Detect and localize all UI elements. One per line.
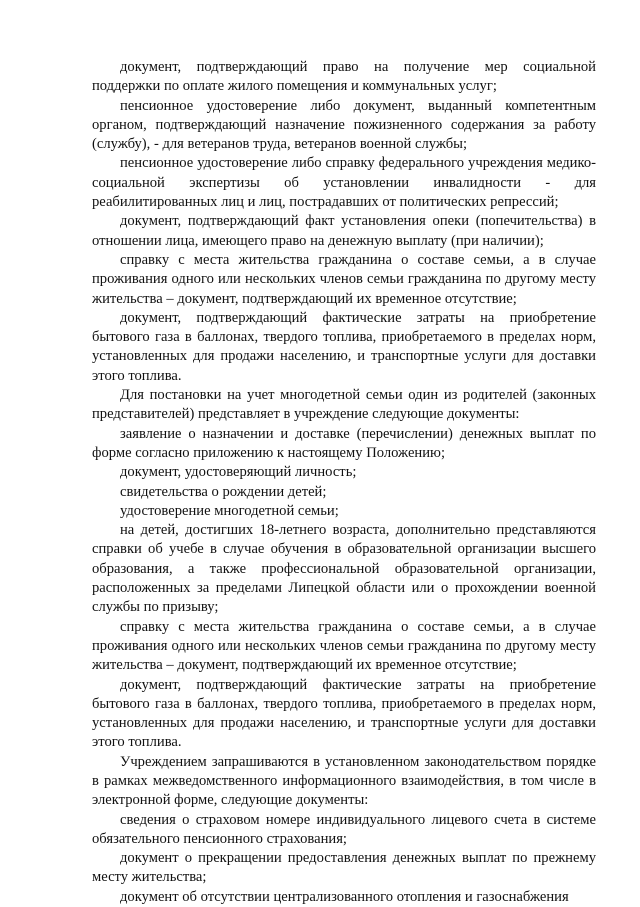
- paragraph: пенсионное удостоверение либо документ, выданный компетентным органом, подтверждающий назначение пожизненного содержания за работу (службу), - для ветеранов труда, ветеранов военной службы;: [92, 97, 596, 153]
- paragraph: документ, подтверждающий фактические затраты на приобретение бытового газа в баллонах, твердого топлива, приобретаемого в пределах норм, установленных для продажи населению, и транспортные услуги для доставки этого топлива.: [92, 309, 596, 384]
- paragraph: сведения о страховом номере индивидуального лицевого счета в системе обязательного пенсионного страхования;: [92, 811, 596, 847]
- paragraph: заявление о назначении и доставке (перечислении) денежных выплат по форме согласно приложению к настоящему Положению;: [92, 425, 596, 461]
- paragraph: Учреждением запрашиваются в установленном законодательством порядке в рамках межведомственного информационного взаимодействия, в том числе в электронной форме, следующие документы:: [92, 753, 596, 809]
- paragraph: документ о прекращении предоставления денежных выплат по прежнему месту жительства;: [92, 850, 596, 886]
- paragraph: на детей, достигших 18-летнего возраста, дополнительно представляются справки об учебе в случае обучения в образовательной организации высшего образования, а также профессиональной образовательной организации, расположенных за пределами Липецкой области или о прохождении военной службы по призыву;: [92, 522, 596, 616]
- paragraph: документ, подтверждающий право на получение мер социальной поддержки по оплате жилого помещения и коммунальных услуг;: [92, 59, 596, 95]
- paragraph: документ, подтверждающий фактические затраты на приобретение бытового газа в баллонах, твердого топлива, приобретаемого в пределах норм, установленных для продажи населению, и транспортные услуги для доставки этого топлива.: [92, 676, 596, 751]
- paragraph: свидетельства о рождении детей;: [120, 483, 327, 500]
- paragraph: документ, удостоверяющий личность;: [120, 464, 357, 481]
- paragraph: документ, подтверждающий факт установления опеки (попечительства) в отношении лица, имеющего право на денежную выплату (при наличии);: [92, 213, 596, 249]
- paragraph: удостоверение многодетной семьи;: [120, 502, 339, 519]
- paragraph: Для постановки на учет многодетной семьи один из родителей (законных представителей) представляет в учреждение следующие документы:: [92, 387, 596, 423]
- paragraph: пенсионное удостоверение либо справку федерального учреждения медико-социальной экспертизы об установлении инвалидности - для реабилитированных лиц и лиц, пострадавших от политических репрессий;: [92, 155, 596, 211]
- paragraph: справку с места жительства гражданина о составе семьи, а в случае проживания одного или нескольких членов семьи гражданина по другому месту жительства – документ, подтверждающий их временное отсутствие;: [92, 618, 596, 674]
- paragraph: документ об отсутствии централизованного отопления и газоснабжения: [120, 888, 569, 905]
- paragraph: справку с места жительства гражданина о составе семьи, а в случае проживания одного или нескольких членов семьи гражданина по другому месту жительства – документ, подтверждающий их временное отсутствие;: [92, 251, 596, 307]
